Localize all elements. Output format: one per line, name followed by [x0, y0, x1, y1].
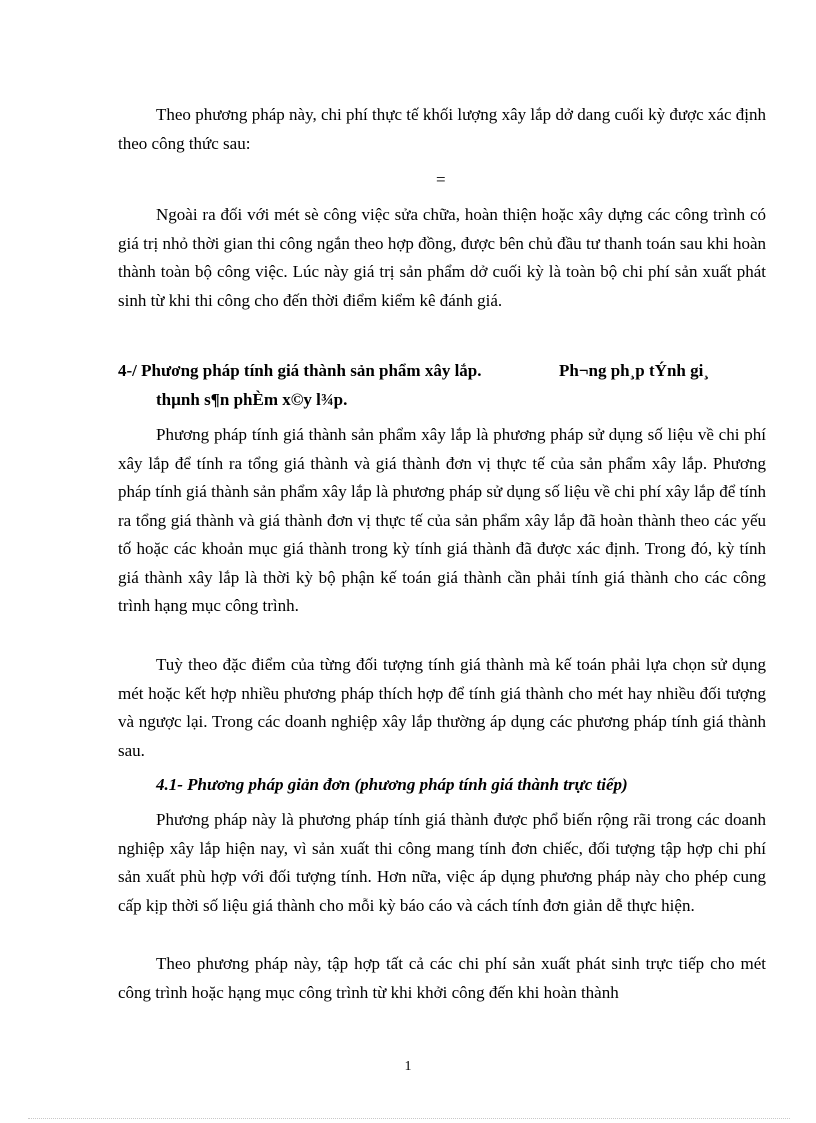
section-heading-4	[118, 357, 768, 409]
section-heading-4-garbled-line-1: Ph¬ng ph¸p tÝnh gi¸	[559, 361, 709, 380]
paragraph-direct-cost-collection: Theo phương pháp này, tập hợp tất cả các chi phí sản xuất phát sinh trực tiếp cho mét công trình hoặc hạng mục công trình từ khi khởi công đến khi hoàn thành	[118, 954, 766, 1002]
paragraph-simple-method: Phương pháp này là phương pháp tính giá thành được phổ biến rộng rãi trong các doanh nghiệp xây lắp hiện nay, vì sản xuất thi công mang tính đơn chiếc, đối tượng tập hợp chi phí sản xuất phù hợp với đối tượng tính. Hơn nữa, việc áp dụng phương pháp này cho phép cung cấp kịp thời số liệu giá thành cho mỗi kỳ báo cáo và cách tính đơn giản dễ thực hiện.	[118, 810, 766, 915]
paragraph-method-selection: Tuỳ theo đặc điểm của từng đối tượng tính giá thành mà kế toán phải lựa chọn sử dụng mét hoặc kết hợp nhiều phương pháp thích hợp để tính giá thành cho mét hay nhiều đối tượng và ngược lại. Trong các doanh nghiệp xây lắp thường áp dụng các phương pháp tính giá thành sau.	[118, 655, 766, 760]
section-heading-4-title: 4-/ Phương pháp tính giá thành sản phẩm xây lắp.	[118, 361, 482, 380]
section-heading-4-garbled-line-2: thµnh s¶n phÈm x©y l¾p.	[156, 389, 348, 409]
page-number: 1	[404, 1059, 412, 1074]
section-heading-4-1: 4.1- Phương pháp giản đơn (phương pháp tính giá thành trực tiếp)	[156, 775, 628, 794]
paragraph-costing-method-definition: Phương pháp tính giá thành sản phẩm xây lắp là phương pháp sử dụng số liệu về chi phí xây lắp để tính ra tổng giá thành và giá thành đơn vị thực tế của sản phẩm xây lắp. Phương pháp tính giá thành sản phẩm xây lắp là phương pháp sử dụng số liệu về chi phí xây lắp để tính ra tổng giá thành và giá thành đơn vị thực tế của sản phẩm xây lắp đã hoàn thành theo các yếu tố hoặc các khoản mục giá thành trong kỳ tính giá thành đã được xác định. Trong đó, kỳ tính giá thành xây lắp là thời kỳ bộ phận kế toán giá thành cần phải tính giá thành cho các công trình hạng mục công trình.	[118, 425, 766, 615]
paragraph-repair-works: Ngoài ra đối với mét sè công việc sửa chữa, hoàn thiện hoặc xây dựng các công trình có giá trị nhỏ thời gian thi công ngắn theo hợp đồng, được bên chủ đầu tư thanh toán sau khi hoàn thành toàn bộ công việc. Lúc này giá trị sản phẩm dở cuối kỳ là toàn bộ chi phí sản xuất phát sinh từ khi thi công cho đến thời điểm kiểm kê đánh giá.	[118, 205, 766, 310]
page-bottom-divider	[28, 1118, 790, 1119]
formula-equals-sign: =	[436, 170, 446, 189]
paragraph-cost-determination: Theo phương pháp này, chi phí thực tế khối lượng xây lắp dở dang cuối kỳ được xác định theo công thức sau:	[118, 105, 766, 153]
